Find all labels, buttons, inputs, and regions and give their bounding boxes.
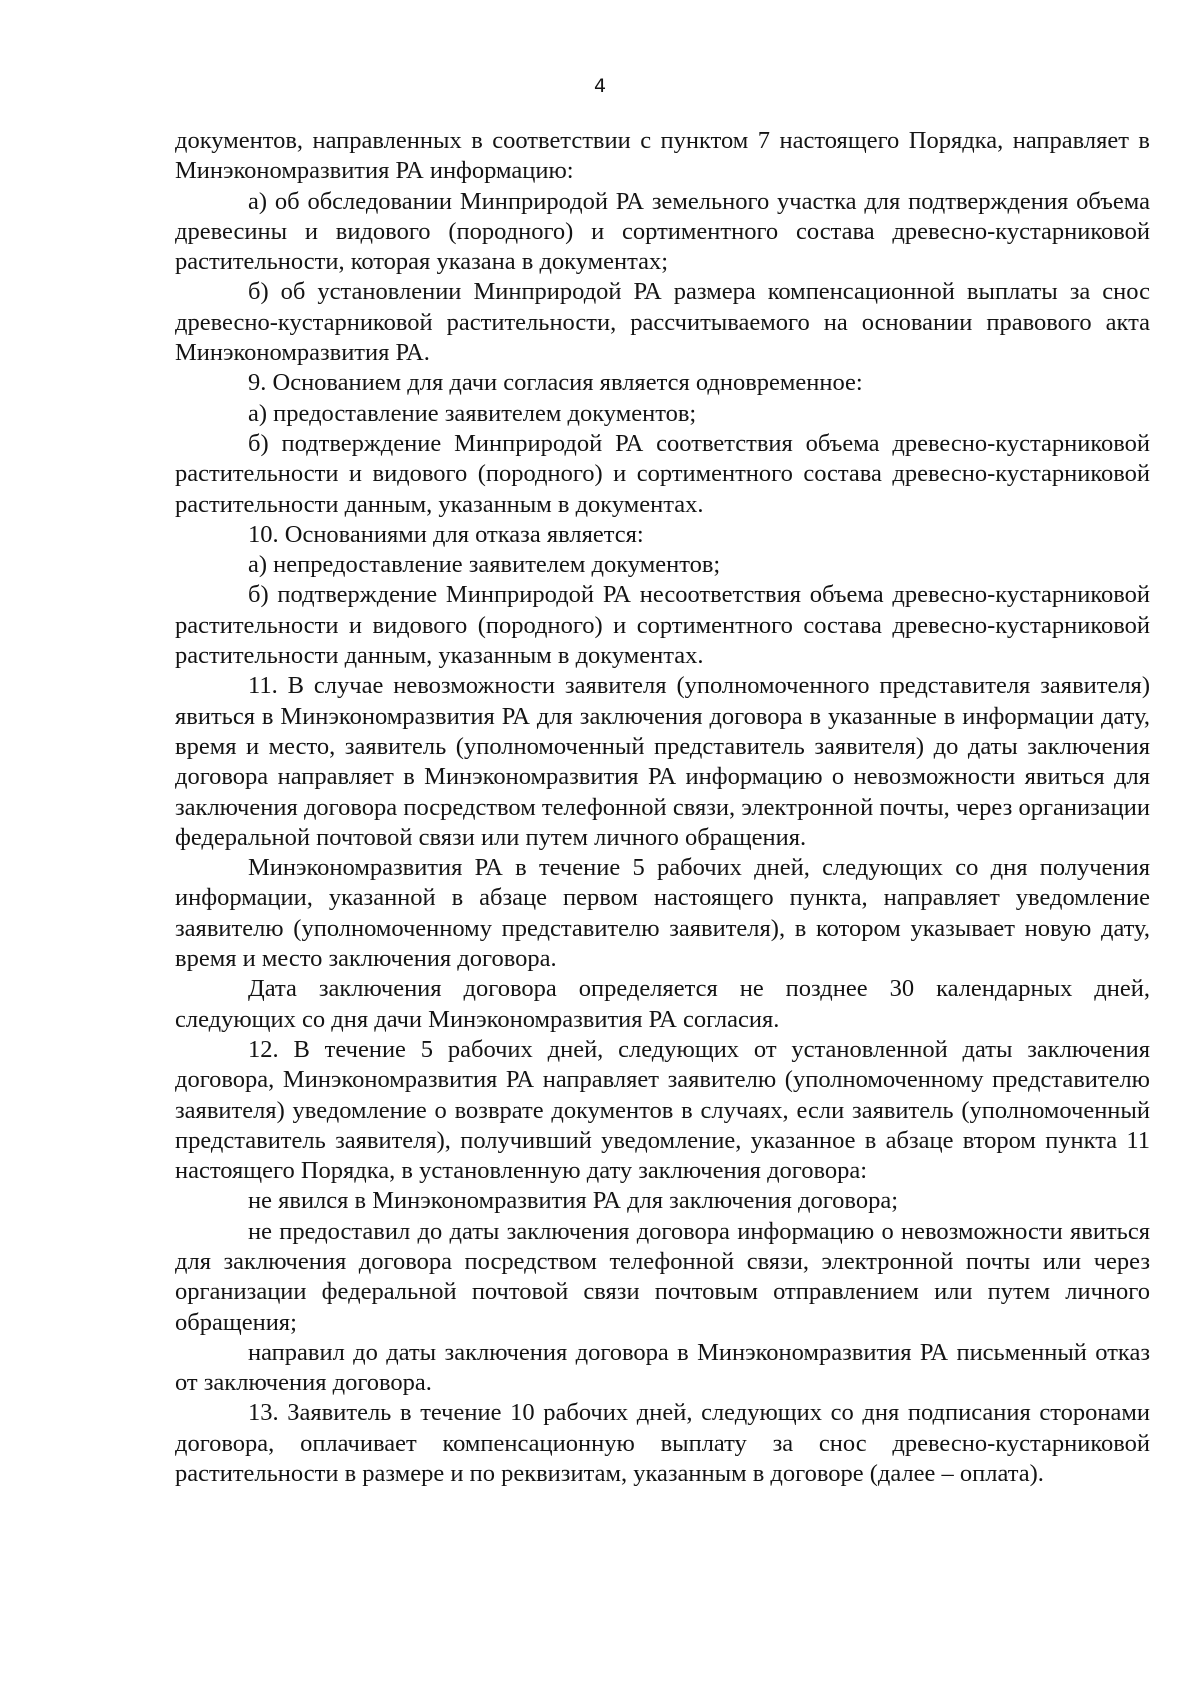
paragraph: документов, направленных в соответствии с пунктом 7 настоящего Порядка, направляет в Минэкономразвития РА информацию: [175,127,1150,185]
paragraph: 9. Основанием для дачи согласия является одновременное: [248,369,863,397]
paragraph: не предоставил до даты заключения договора информацию о невозможности явиться для заключения договора посредством телефонной связи, электронной почты или через организации федеральной почтовой связи почтовым отправлением или путем личного обращения; [175,1217,1150,1336]
paragraph: Дата заключения договора определяется не позднее 30 календарных дней, следующих со дня дачи Минэкономразвития РА согласия. [175,975,1150,1033]
paragraph: а) предоставление заявителем документов; [248,399,697,427]
paragraph: 10. Основаниями для отказа является: [248,520,644,548]
paragraph: 11. В случае невозможности заявителя (уполномоченного представителя заявителя) явиться в Минэкономразвития РА для заключения договора в указанные в информации дату, время и место, заявитель (уполномоченный представитель заявителя) до даты заключения договора направляет в Минэкономразвития РА информацию о невозможности явиться для заключения договора посредством телефонной связи, электронной почты, через организации федеральной почтовой связи или путем личного обращения. [175,672,1150,851]
paragraph: 13. Заявитель в течение 10 рабочих дней, следующих со дня подписания сторонами договора, оплачивает компенсационную выплату за снос древесно-кустарниковой растительности в размере и по реквизитам, указанным в договоре (далее – оплата). [175,1399,1150,1488]
document-body [175,126,1150,1489]
paragraph: б) об установлении Минприродой РА размера компенсационной выплаты за снос древесно-кустарниковой растительности, рассчитываемого на основании правового акта Минэкономразвития РА. [175,278,1150,367]
paragraph: б) подтверждение Минприродой РА несоответствия объема древесно-кустарниковой растительности и видового (породного) и сортиментного состава древесно-кустарниковой растительности данным, указанным в документах. [175,581,1150,670]
paragraph: не явился в Минэкономразвития РА для заключения договора; [248,1187,899,1215]
paragraph: 12. В течение 5 рабочих дней, следующих от установленной даты заключения договора, Минэкономразвития РА направляет заявителю (уполномоченному представителю заявителя) уведомление о возврате документов в случаях, если заявитель (уполномоченный представитель заявителя), получивший уведомление, указанное в абзаце втором пункта 11 настоящего Порядка, в установленную дату заключения договора: [175,1035,1150,1185]
paragraph: Минэкономразвития РА в течение 5 рабочих дней, следующих со дня получения информации, указанной в абзаце первом настоящего пункта, направляет уведомление заявителю (уполномоченному представителю заявителя), в котором указывает новую дату, время и место заключения договора. [175,854,1150,973]
paragraph: б) подтверждение Минприродой РА соответствия объема древесно-кустарниковой растительности и видового (породного) и сортиментного состава древесно-кустарниковой растительности данным, указанным в документах. [175,429,1150,518]
page-number: 4 [593,75,607,97]
paragraph: направил до даты заключения договора в Минэкономразвития РА письменный отказ от заключения договора. [175,1338,1150,1397]
paragraph: а) непредоставление заявителем документов; [248,551,721,579]
paragraph: а) об обследовании Минприродой РА земельного участка для подтверждения объема древесины и видового (породного) и сортиментного состава древесно-кустарниковой растительности, которая указана в документах; [175,187,1150,276]
